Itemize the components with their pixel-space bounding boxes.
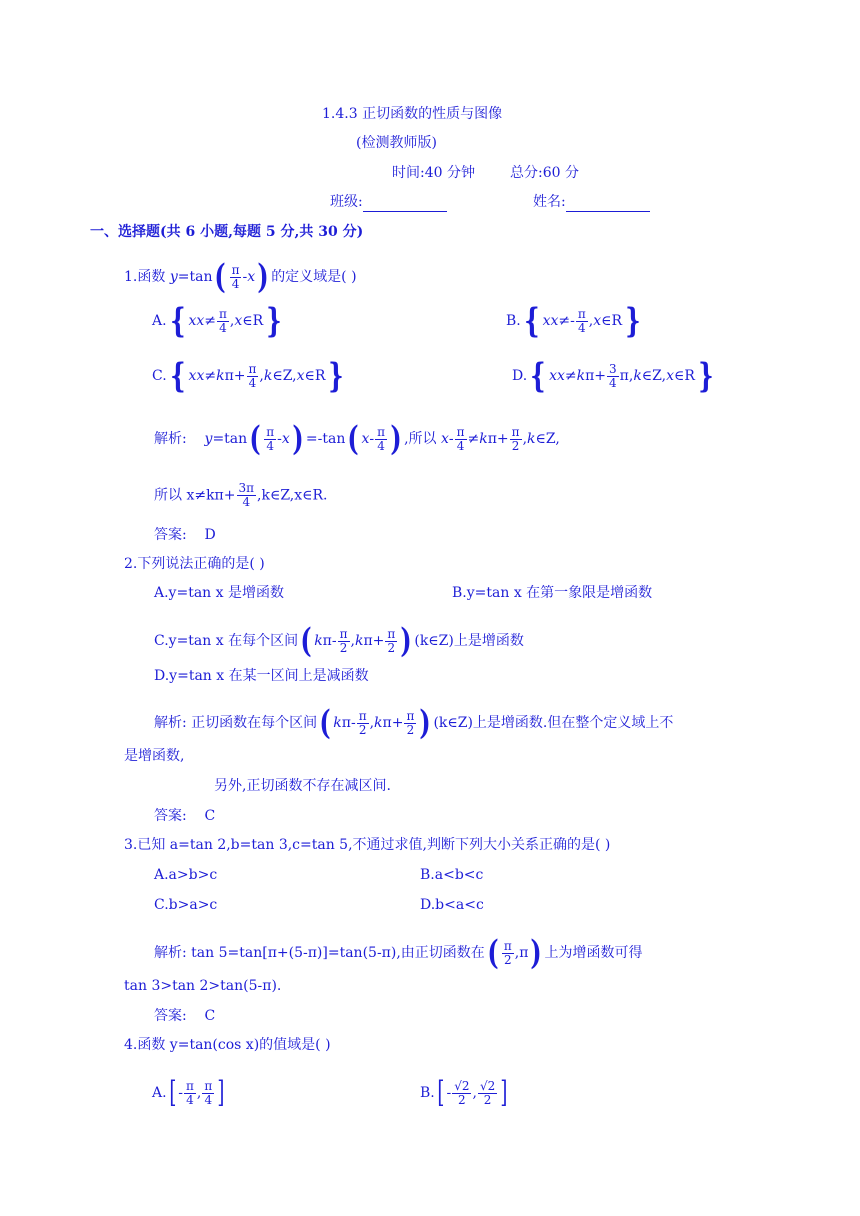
q1-stem-tail: 的定义域是( )	[271, 269, 357, 285]
q1-answer: 答案: D	[154, 527, 216, 543]
q4-option-b: B.[ - $\frac{√2}{2}$ , $\frac{√2}{2}$ ]	[420, 1075, 508, 1110]
q2-option-b: B.y=tan x 在第一象限是增函数	[452, 585, 653, 601]
q3-option-d: D.b<a<c	[420, 897, 484, 913]
q2-option-a: A.y=tan x 是增函数	[154, 585, 284, 601]
q1-analysis: 解析: y=tan( $\frac{\pi}{4}$ -x) =-tan( x- $\frac{\pi}{4}$ ) ,所以 x- $\frac{\pi}{4}$ ≠kπ+ $\frac{\pi}{2}$ ,k∈Z,	[154, 419, 560, 459]
q2-answer: 答案: C	[154, 808, 216, 824]
q1-option-d: D.{ xx≠kπ+ $\frac{3}{4}$ π,k∈Z,x∈R}	[512, 356, 714, 396]
q2-stem: 2.下列说法正确的是( )	[124, 556, 265, 572]
q3-option-c: C.b>a>c	[154, 897, 218, 913]
q1-analysis-line2: 所以 x≠kπ+ $\frac{3\pi}{4}$ ,k∈Z,x∈R.	[154, 481, 328, 509]
q2-option-c: C.y=tan x 在每个区间( kπ- $\frac{\pi}{2}$ ,kπ+ $\frac{\pi}{2}$ ) (k∈Z)上是增函数	[154, 621, 524, 661]
total-score: 总分:60 分	[510, 165, 579, 181]
class-label: 班级:	[330, 194, 363, 210]
name-label: 姓名:	[533, 194, 566, 210]
q3-option-a: A.a>b>c	[154, 867, 218, 883]
page-subtitle: (检测教师版)	[356, 135, 437, 151]
page-title: 1.4.3 正切函数的性质与图像	[322, 106, 503, 122]
q2-analysis-more: 另外,正切函数不存在减区间.	[214, 778, 391, 794]
q2-analysis-wrap: 是增函数,	[124, 748, 185, 764]
q4-stem: 4.函数 y=tan(cos x)的值域是( )	[124, 1037, 331, 1053]
q1-stem	[124, 257, 357, 297]
q1-var-y: y	[169, 269, 178, 285]
var-x: x	[247, 269, 256, 285]
q2-analysis: 解析: 正切函数在每个区间( kπ- $\frac{\pi}{2}$ ,kπ+ $\frac{\pi}{2}$ ) (k∈Z)上是增函数.但在整个定义域上不	[154, 703, 674, 743]
q1-option-a: A.{ xx≠ $\frac{\pi}{4}$ ,x∈R}	[152, 301, 282, 341]
class-blank	[363, 197, 447, 212]
class-field	[330, 192, 447, 212]
paren-right: )	[257, 257, 269, 297]
q3-option-b: B.a<b<c	[420, 867, 484, 883]
q1-option-c: C.{ xx≠kπ+ $\frac{\pi}{4}$ ,k∈Z,x∈R}	[152, 356, 345, 396]
name-field	[533, 192, 650, 212]
minus: -	[242, 269, 248, 285]
q3-answer: 答案: C	[154, 1008, 216, 1024]
q3-analysis: 解析: tan 5=tan[π+(5-π)]=tan(5-π),由正切函数在( $\frac{\pi}{2}$ ,π) 上为增函数可得	[154, 933, 643, 973]
q3-analysis-wrap: tan 3>tan 2>tan(5-π).	[124, 978, 282, 994]
q3-stem: 3.已知 a=tan 2,b=tan 3,c=tan 5,不通过求值,判断下列大小关系正确的是( )	[124, 837, 611, 853]
section-heading: 一、选择题(共 6 小题,每题 5 分,共 30 分)	[90, 224, 364, 240]
paren-left: (	[214, 257, 227, 297]
q1-option-b: B.{ xx≠- $\frac{\pi}{4}$ ,x∈R}	[506, 301, 641, 341]
q1-tan: =tan	[177, 269, 213, 285]
fraction: $\frac{\pi}{4}$	[231, 262, 240, 291]
name-blank	[566, 197, 650, 212]
time-limit: 时间:40 分钟	[392, 165, 475, 181]
q4-option-a: A.[ - $\frac{\pi}{4}$ , $\frac{\pi}{4}$ ]	[152, 1075, 225, 1110]
q2-option-d: D.y=tan x 在某一区间上是减函数	[154, 668, 369, 684]
q1-stem-text: 1.函数	[124, 269, 170, 285]
